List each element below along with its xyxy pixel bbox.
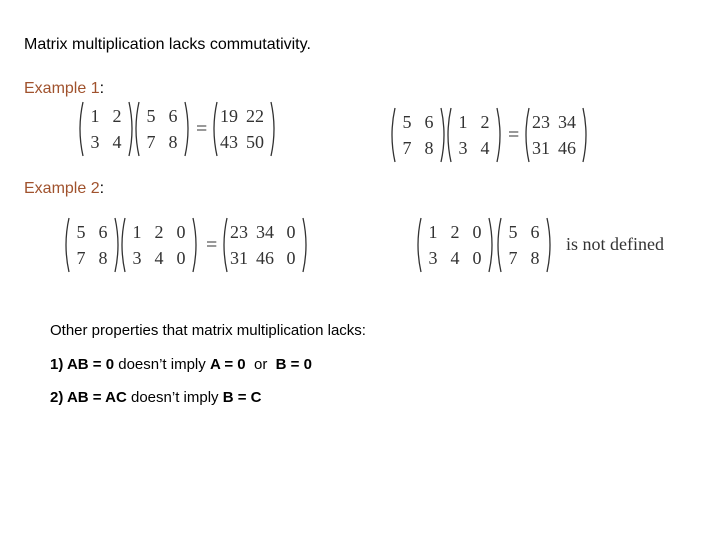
matrix-cell: 1 — [458, 112, 468, 132]
right-parenthesis — [302, 217, 310, 273]
matrix — [70, 220, 114, 270]
matrix-cell: 23 — [532, 112, 550, 132]
matrix-cell: 3 — [90, 132, 100, 152]
matrix — [396, 110, 440, 160]
item-1-prefix: 1) — [50, 356, 67, 373]
matrix-cell: 2 — [480, 112, 490, 132]
right-parenthesis — [582, 107, 590, 163]
matrix-cell: 2 — [112, 106, 122, 126]
matrix-cell: 8 — [98, 248, 108, 268]
matrix-cell: 5 — [402, 112, 412, 132]
matrix-cell: 6 — [98, 222, 108, 242]
matrix — [530, 110, 582, 160]
matrix — [126, 220, 192, 270]
property-item-2 — [50, 389, 261, 406]
right-parenthesis — [546, 217, 554, 273]
matrix-cell: 43 — [220, 132, 238, 152]
matrix-cell: 22 — [246, 106, 264, 126]
matrix-cell: 2 — [450, 222, 460, 242]
matrix-cell: 4 — [112, 132, 122, 152]
item-1-a: A = 0 — [209, 356, 246, 373]
matrix-cell: 7 — [146, 132, 156, 152]
matrix-cell: 6 — [168, 106, 178, 126]
left-parenthesis — [522, 107, 530, 163]
left-parenthesis — [118, 217, 126, 273]
matrix-cell: 31 — [532, 138, 550, 158]
matrix-cell: 7 — [508, 248, 518, 268]
equals-sign: = — [206, 234, 218, 256]
right-parenthesis — [184, 101, 192, 157]
matrix-cell: 8 — [424, 138, 434, 158]
matrix-cell: 46 — [558, 138, 576, 158]
equals-sign: = — [508, 124, 520, 146]
matrix-cell: 2 — [154, 222, 164, 242]
matrix-cell: 0 — [472, 222, 482, 242]
equals-sign: = — [196, 118, 208, 140]
properties-heading: Other properties that matrix multiplication lacks: — [50, 322, 366, 339]
example-1-colon: : — [99, 80, 105, 97]
matrix-cell: 6 — [424, 112, 434, 132]
matrix-cell: 4 — [154, 248, 164, 268]
matrix — [502, 220, 546, 270]
matrix-cell: 7 — [402, 138, 412, 158]
item-1-lhs: AB = 0 — [66, 356, 115, 373]
matrix-cell: 3 — [458, 138, 468, 158]
right-parenthesis — [192, 217, 200, 273]
matrix — [84, 104, 128, 154]
matrix-cell: 5 — [146, 106, 156, 126]
matrix-cell: 3 — [132, 248, 142, 268]
item-1-mid: doesn’t imply — [114, 356, 210, 373]
matrix-cell: 34 — [256, 222, 274, 242]
item-2-rhs: B = C — [222, 389, 262, 406]
matrix-cell: 1 — [90, 106, 100, 126]
right-parenthesis — [270, 101, 278, 157]
example-1-label — [24, 80, 104, 98]
matrix-cell: 3 — [428, 248, 438, 268]
matrix-cell: 1 — [428, 222, 438, 242]
matrix-cell: 50 — [246, 132, 264, 152]
matrix-cell: 6 — [530, 222, 540, 242]
matrix-cell: 8 — [530, 248, 540, 268]
matrix-cell: 31 — [230, 248, 248, 268]
left-parenthesis — [132, 101, 140, 157]
matrix — [218, 104, 270, 154]
matrix-cell: 0 — [176, 248, 186, 268]
example-2-label — [24, 180, 104, 198]
matrix-cell: 4 — [480, 138, 490, 158]
not-defined-note: is not defined — [566, 234, 664, 254]
matrix — [452, 110, 496, 160]
example-1-text: Example 1 — [24, 80, 100, 97]
item-2-mid: doesn’t imply — [126, 389, 223, 406]
matrix-cell: 0 — [286, 248, 296, 268]
item-1-or: or — [245, 356, 276, 373]
example-2-text: Example 2 — [24, 180, 100, 197]
item-2-prefix: 2) — [50, 389, 67, 406]
matrix-cell: 5 — [508, 222, 518, 242]
matrix-cell: 8 — [168, 132, 178, 152]
matrix-cell: 0 — [472, 248, 482, 268]
left-parenthesis — [62, 217, 70, 273]
left-parenthesis — [494, 217, 502, 273]
matrix — [228, 220, 302, 270]
left-parenthesis — [210, 101, 218, 157]
matrix-cell: 19 — [220, 106, 238, 126]
matrix-cell: 5 — [76, 222, 86, 242]
right-parenthesis — [496, 107, 504, 163]
left-parenthesis — [388, 107, 396, 163]
matrix — [422, 220, 488, 270]
left-parenthesis — [220, 217, 228, 273]
property-item-1 — [50, 356, 312, 373]
matrix-cell: 1 — [132, 222, 142, 242]
left-parenthesis — [444, 107, 452, 163]
slide-title: Matrix multiplication lacks commutativity. — [24, 36, 311, 53]
example-2-colon: : — [99, 180, 105, 197]
matrix-cell: 46 — [256, 248, 274, 268]
matrix-cell: 34 — [558, 112, 576, 132]
item-1-b: B = 0 — [275, 356, 312, 373]
matrix-cell: 0 — [176, 222, 186, 242]
item-2-lhs: AB = AC — [66, 389, 127, 406]
matrix-cell: 0 — [286, 222, 296, 242]
matrix-cell: 4 — [450, 248, 460, 268]
left-parenthesis — [414, 217, 422, 273]
left-parenthesis — [76, 101, 84, 157]
matrix — [140, 104, 184, 154]
matrix-cell: 23 — [230, 222, 248, 242]
matrix-cell: 7 — [76, 248, 86, 268]
